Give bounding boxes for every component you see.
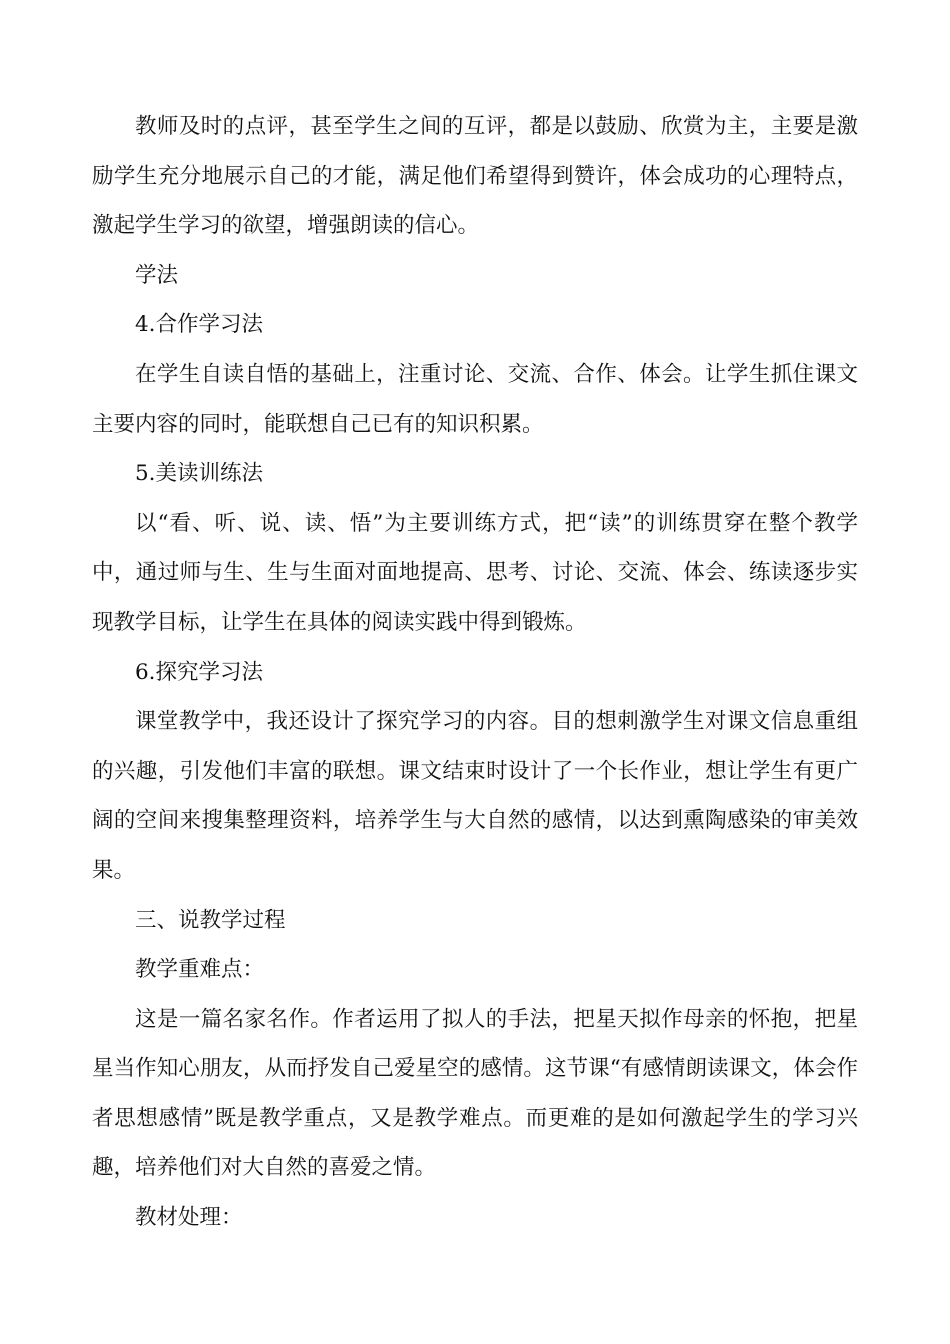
heading-cooperative-learning: 4.合作学习法 <box>135 312 264 338</box>
heading-material-handling: 教材处理： <box>135 1205 243 1231</box>
paragraph-key-difficulties: 这是一篇名家名作。作者运用了拟人的手法，把星天拟作母亲的怀抱，把星星当作知心朋友，从而抒发自己爱星空的感情。这节课“有感情朗读课文，体会作者思想感情”既是教学重点，又是教学难点。而更难的是如何激起学生的学习兴趣，培养他们对大自然的喜爱之情。 <box>92 1006 858 1181</box>
paragraph-teacher-feedback: 教师及时的点评，甚至学生之间的互评，都是以鼓励、欣赏为主，主要是激励学生充分地展示自己的才能，满足他们希望得到赞许，体会成功的心理特点，激起学生学习的欲望，增强朗读的信心。 <box>92 114 858 239</box>
paragraph-cooperative-learning: 在学生自读自悟的基础上，注重讨论、交流、合作、体会。让学生抓住课文主要内容的同时，能联想自己已有的知识积累。 <box>92 361 858 437</box>
document-page <box>92 102 858 1243</box>
heading-study-methods: 学法 <box>135 262 179 288</box>
paragraph-reading-training: 以“看、听、说、读、悟”为主要训练方式，把“读”的训练贯穿在整个教学中，通过师与生、生与生面对面地提高、思考、讨论、交流、体会、练读逐步实现教学目标，让学生在具体的阅读实践中得到锻炼。 <box>92 510 858 635</box>
paragraph-inquiry-learning: 课堂教学中，我还设计了探究学习的内容。目的想刺激学生对课文信息重组的兴趣，引发他们丰富的联想。课文结束时设计了一个长作业，想让学生有更广阔的空间来搜集整理资料，培养学生与大自然的感情，以达到熏陶感染的审美效果。 <box>92 709 858 883</box>
heading-reading-training: 5.美读训练法 <box>135 461 264 487</box>
heading-teaching-process: 三、说教学过程 <box>135 907 286 933</box>
heading-key-difficulties: 教学重难点： <box>135 957 265 983</box>
heading-inquiry-learning: 6.探究学习法 <box>135 659 264 685</box>
